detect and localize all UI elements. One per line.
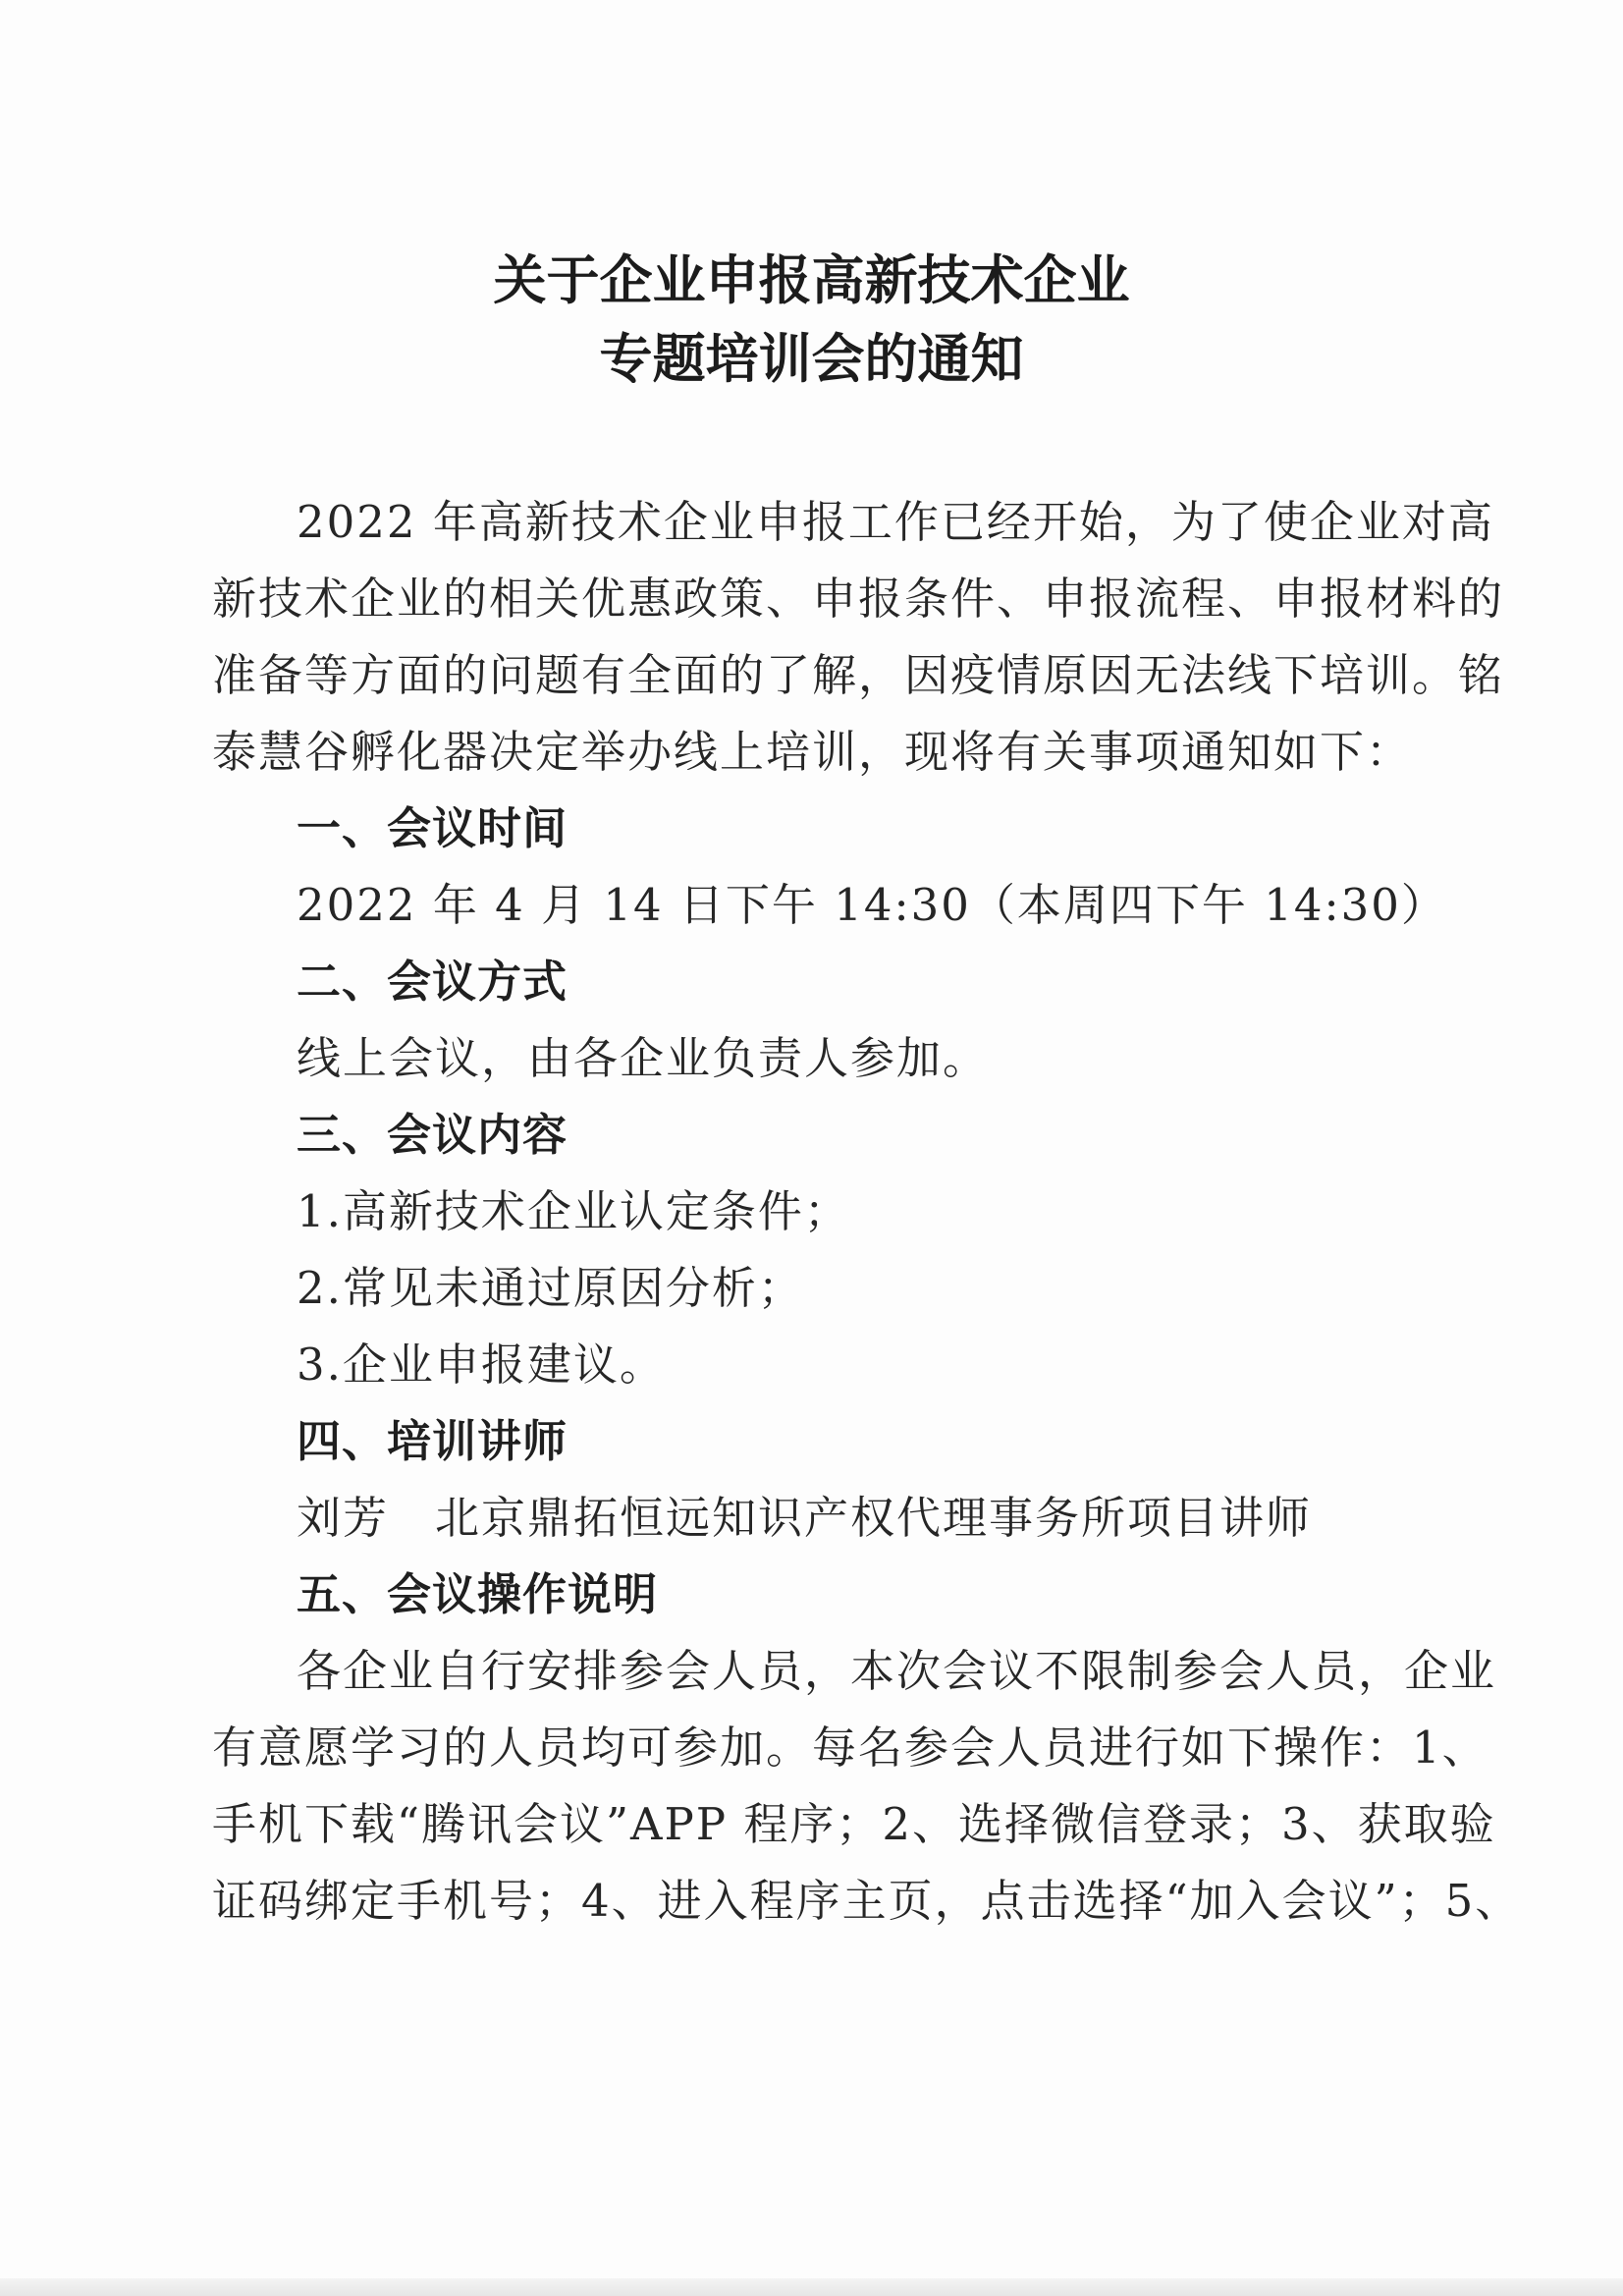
section-heading-operation-guide: 五、会议操作说明 xyxy=(297,1568,659,1620)
meeting-format-text: 线上会议，由各企业负责人参加。 xyxy=(297,1032,990,1084)
operation-guide-line: 有意愿学习的人员均可参加。每名参会人员进行如下操作：1、 xyxy=(212,1722,1488,1774)
section-heading-meeting-content: 三、会议内容 xyxy=(297,1109,568,1161)
operation-guide-line: 证码绑定手机号；4、进入程序主页，点击选择“加入会议”；5、 xyxy=(212,1875,1522,1927)
section-heading-meeting-format: 二、会议方式 xyxy=(297,956,568,1008)
notice-title-line-2: 专题培训会的通知 xyxy=(599,328,1024,390)
intro-line: 准备等方面的问题有全面的了解，因疫情原因无法线下培训。铭 xyxy=(212,649,1505,701)
operation-guide-line: 手机下载“腾讯会议”APP 程序；2、选择微信登录；3、获取验 xyxy=(212,1798,1496,1850)
content-list-item: 2.常见未通过原因分析； xyxy=(297,1262,804,1314)
content-list-item: 3.企业申报建议。 xyxy=(297,1339,666,1391)
operation-guide-line: 各企业自行安排参会人员，本次会议不限制参会人员，企业 xyxy=(297,1645,1497,1697)
content-list-item: 1.高新技术企业认定条件； xyxy=(297,1185,850,1237)
section-heading-meeting-time: 一、会议时间 xyxy=(297,802,568,854)
scan-bottom-edge xyxy=(0,2278,1623,2296)
intro-line: 泰慧谷孵化器决定举办线上培训，现将有关事项通知如下： xyxy=(212,726,1413,778)
intro-line: 新技术企业的相关优惠政策、申报条件、申报流程、申报材料的 xyxy=(212,573,1505,625)
notice-title-line-1: 关于企业申报高新技术企业 xyxy=(493,249,1130,311)
section-heading-lecturer: 四、培训讲师 xyxy=(297,1415,568,1467)
intro-line: 2022 年高新技术企业申报工作已经开始，为了使企业对高 xyxy=(297,496,1494,548)
lecturer-text: 刘芳 北京鼎拓恒远知识产权代理事务所项目讲师 xyxy=(297,1492,1313,1544)
meeting-time-text: 2022 年 4 月 14 日下午 14:30（本周四下午 14:30） xyxy=(297,879,1447,931)
